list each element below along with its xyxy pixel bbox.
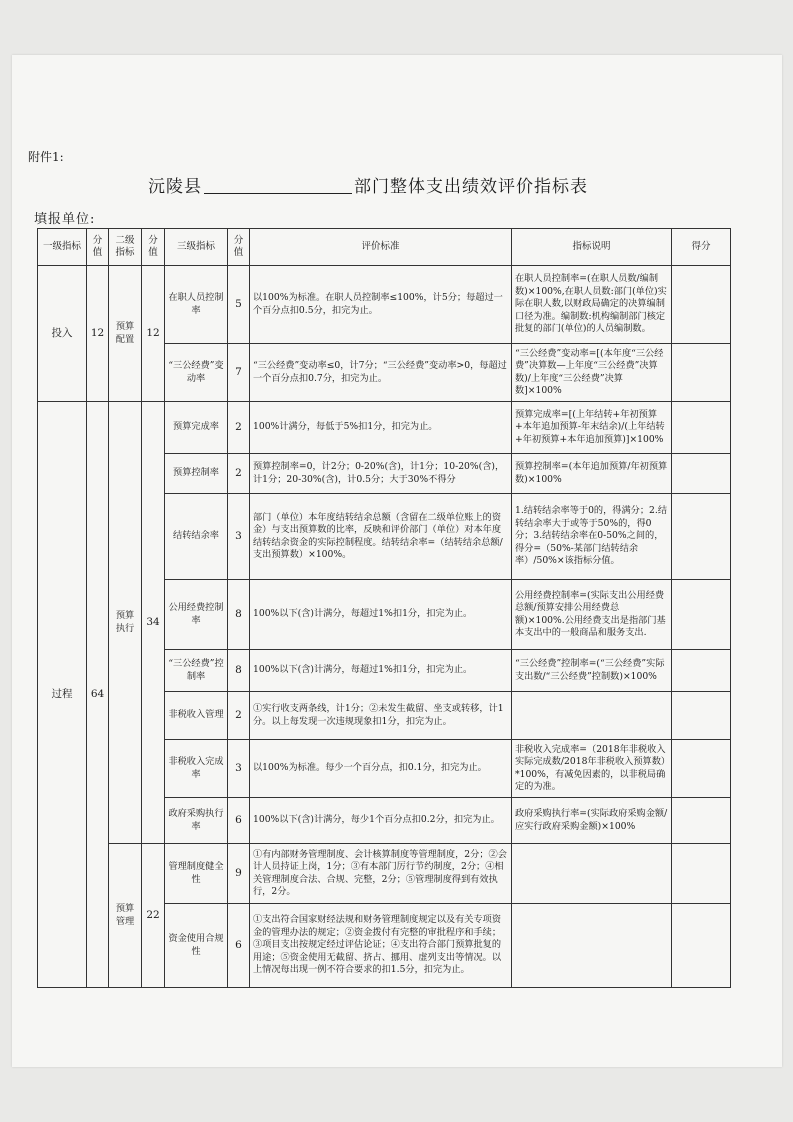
table-row bbox=[38, 266, 731, 344]
criteria-cell: 100%以下(含)计满分，每超过1%扣1分，扣完为止。 bbox=[250, 580, 512, 650]
result-cell[interactable] bbox=[672, 798, 731, 844]
table-row bbox=[38, 844, 731, 904]
level1-name: 过程 bbox=[38, 402, 87, 988]
level3-score: 3 bbox=[228, 494, 250, 580]
title-suffix: 部门整体支出绩效评价指标表 bbox=[354, 177, 588, 197]
level1-name: 投入 bbox=[38, 266, 87, 402]
criteria-cell: 100%以下(含)计满分，每超过1%扣1分，扣完为止。 bbox=[250, 650, 512, 692]
col-result: 得分 bbox=[672, 229, 731, 266]
level3-score: 6 bbox=[228, 798, 250, 844]
note-cell: 1.结转结余率等于0的，得满分；2.结转结余率大于或等于50%的，得0分；3.结转结余率在0-50%之间的，得分=（50%-某部门结转结余率）/50%×该指标分值。 bbox=[512, 494, 672, 580]
level3-name: 管理制度健全性 bbox=[165, 844, 228, 904]
col-notes: 指标说明 bbox=[512, 229, 672, 266]
note-cell: 预算控制率=(本年追加预算/年初预算数)×100% bbox=[512, 454, 672, 494]
level3-name: 非税收入完成率 bbox=[165, 740, 228, 798]
col-criteria: 评价标准 bbox=[250, 229, 512, 266]
note-cell: “三公经费”控制率=(“三公经费”实际支出数/“三公经费”控制数)×100% bbox=[512, 650, 672, 692]
criteria-cell: ①实行收支两条线，计1分；②未发生截留、坐支或转移，计1分。以上每发现一次违规现象扣1分，扣完为止。 bbox=[250, 692, 512, 740]
result-cell[interactable] bbox=[672, 740, 731, 798]
level3-score: 8 bbox=[228, 650, 250, 692]
col-level1: 一级指标 bbox=[38, 229, 87, 266]
level2-score: 22 bbox=[142, 844, 165, 988]
level2-score: 12 bbox=[142, 266, 165, 402]
level2-score: 34 bbox=[142, 402, 165, 844]
criteria-cell: 以100%为标准。在职人员控制率≤100%，计5分；每超过一个百分点扣0.5分，扣完为止。 bbox=[250, 266, 512, 344]
level3-name: 资金使用合规性 bbox=[165, 904, 228, 988]
note-cell: “三公经费”变动率=[(本年度“三公经费”决算数—上年度“三公经费”决算数)/上年度“三公经费”决算数]×100% bbox=[512, 344, 672, 402]
level3-name: 政府采购执行率 bbox=[165, 798, 228, 844]
level3-score: 5 bbox=[228, 266, 250, 344]
criteria-cell: 预算控制率=0，计2分；0-20%(含)，计1分；10-20%(含)，计1分；20-30%(含)，计0.5分；大于30%不得分 bbox=[250, 454, 512, 494]
result-cell[interactable] bbox=[672, 402, 731, 454]
col-level2: 二级指标 bbox=[109, 229, 142, 266]
level3-score: 2 bbox=[228, 454, 250, 494]
level3-score: 7 bbox=[228, 344, 250, 402]
reporting-unit-label: 填报单位: bbox=[34, 212, 96, 227]
attachment-label: 附件1: bbox=[28, 150, 64, 164]
level3-score: 8 bbox=[228, 580, 250, 650]
level3-name: 预算控制率 bbox=[165, 454, 228, 494]
criteria-cell: 以100%为标准。每少一个百分点，扣0.1分，扣完为止。 bbox=[250, 740, 512, 798]
level3-name: 非税收入管理 bbox=[165, 692, 228, 740]
criteria-cell: 100%计满分，每低于5%扣1分，扣完为止。 bbox=[250, 402, 512, 454]
result-cell[interactable] bbox=[672, 494, 731, 580]
result-cell[interactable] bbox=[672, 904, 731, 988]
result-cell[interactable] bbox=[672, 580, 731, 650]
note-cell bbox=[512, 904, 672, 988]
level3-score: 2 bbox=[228, 692, 250, 740]
result-cell[interactable] bbox=[672, 844, 731, 904]
criteria-cell: 100%以下(含)计满分，每少1个百分点扣0.2分，扣完为止。 bbox=[250, 798, 512, 844]
title-blank-line bbox=[204, 177, 352, 194]
level3-name: 在职人员控制率 bbox=[165, 266, 228, 344]
level2-name: 预算执行 bbox=[109, 402, 142, 844]
level3-name: 结转结余率 bbox=[165, 494, 228, 580]
indicator-table bbox=[37, 228, 731, 988]
table-row bbox=[38, 402, 731, 454]
level2-name: 预算管理 bbox=[109, 844, 142, 988]
level1-score: 64 bbox=[87, 402, 109, 988]
note-cell: 非税收入完成率=（2018年非税收入实际完成数/2018年非税收入预算数）*100%，有减免因素的，以非税局确定的为准。 bbox=[512, 740, 672, 798]
level2-name: 预算配置 bbox=[109, 266, 142, 402]
level3-score: 3 bbox=[228, 740, 250, 798]
note-cell bbox=[512, 692, 672, 740]
note-cell: 在职人员控制率=(在职人员数/编制数)×100%,在职人员数:部门(单位)实际在职人数,以财政局确定的决算编制口径为准。编制数:机构编制部门核定批复的部门(单位)的人员编制数。 bbox=[512, 266, 672, 344]
col-level3: 三级指标 bbox=[165, 229, 228, 266]
table-header-row bbox=[38, 229, 731, 266]
document-title bbox=[148, 172, 668, 197]
col-level1-score: 分值 bbox=[87, 229, 109, 266]
level3-name: “三公经费”变动率 bbox=[165, 344, 228, 402]
criteria-cell: 部门（单位）本年度结转结余总额（含留在二级单位账上的资金）与支出预算数的比率，反映和评价部门（单位）对本年度结转结余资金的实际控制程度。结转结余率=（结转结余总额/支出预算数）×100%。 bbox=[250, 494, 512, 580]
result-cell[interactable] bbox=[672, 692, 731, 740]
level3-name: 公用经费控制率 bbox=[165, 580, 228, 650]
level3-name: 预算完成率 bbox=[165, 402, 228, 454]
level3-score: 6 bbox=[228, 904, 250, 988]
criteria-cell: “三公经费”变动率≤0，计7分；“三公经费”变动率>0，每超过一个百分点扣0.7分，扣完为止。 bbox=[250, 344, 512, 402]
level3-name: “三公经费”控制率 bbox=[165, 650, 228, 692]
title-prefix: 沅陵县 bbox=[148, 177, 202, 197]
level3-score: 2 bbox=[228, 402, 250, 454]
result-cell[interactable] bbox=[672, 650, 731, 692]
note-cell: 政府采购执行率=(实际政府采购金额/应实行政府采购金额)×100% bbox=[512, 798, 672, 844]
result-cell[interactable] bbox=[672, 344, 731, 402]
level1-score: 12 bbox=[87, 266, 109, 402]
note-cell: 公用经费控制率=(实际支出公用经费总额/预算安排公用经费总额)×100%.公用经费支出是指部门基本支出中的一般商品和服务支出. bbox=[512, 580, 672, 650]
note-cell: 预算完成率=[(上年结转+年初预算+本年追加预算-年末结余)/(上年结转+年初预算+本年追加预算)]×100% bbox=[512, 402, 672, 454]
col-level2-score: 分值 bbox=[142, 229, 165, 266]
col-level3-score: 分值 bbox=[228, 229, 250, 266]
criteria-cell: ①支出符合国家财经法规和财务管理制度规定以及有关专项资金的管理办法的规定；②资金拨付有完整的审批程序和手续；③项目支出按规定经过评估论证；④支出符合部门预算批复的用途；⑤资金使用无截留、挤占、挪用、虚列支出等情况。以上情况每出现一例不符合要求的扣1.5分，扣完为止。 bbox=[250, 904, 512, 988]
level3-score: 9 bbox=[228, 844, 250, 904]
result-cell[interactable] bbox=[672, 454, 731, 494]
criteria-cell: ①有内部财务管理制度、会计核算制度等管理制度，2分；②会计人员持证上岗，1分；③有本部门厉行节约制度，2分；④相关管理制度合法、合规、完整，2分；⑤管理制度得到有效执行，2分。 bbox=[250, 844, 512, 904]
result-cell[interactable] bbox=[672, 266, 731, 344]
note-cell bbox=[512, 844, 672, 904]
